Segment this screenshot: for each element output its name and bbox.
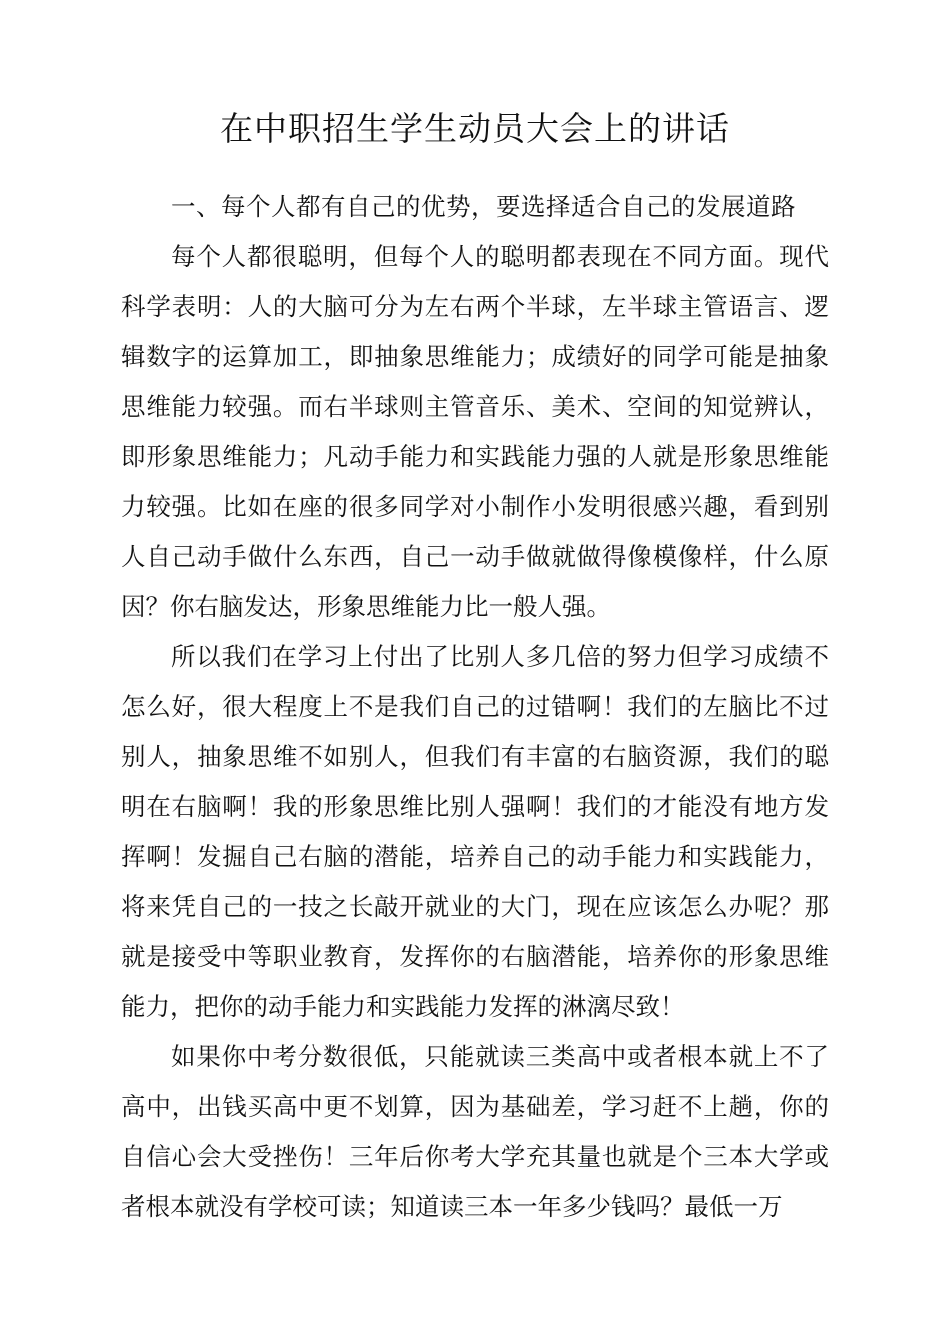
document-body bbox=[121, 182, 829, 1232]
paragraph-1: 每个人都很聪明，但每个人的聪明都表现在不同方面。现代科学表明：人的大脑可分为左右两个半球，左半球主管语言、逻辑数字的运算加工，即抽象思维能力；成绩好的同学可能是抽象思维能力较强。而右半球则主管音乐、美术、空间的知觉辨认，即形象思维能力；凡动手能力和实践能力强的人就是形象思维能力较强。比如在座的很多同学对小制作小发明很感兴趣，看到别人自己动手做什么东西，自己一动手做就做得像模像样，什么原因？你右脑发达，形象思维能力比一般人强。 bbox=[121, 242, 829, 621]
document-title: 在中职招生学生动员大会上的讲话 bbox=[220, 109, 730, 148]
section-heading: 一、每个人都有自己的优势，要选择适合自己的发展道路 bbox=[171, 192, 796, 221]
paragraph-3: 如果你中考分数很低，只能就读三类高中或者根本就上不了高中，出钱买高中更不划算，因为基础差，学习赶不上趟，你的自信心会大受挫伤！三年后你考大学充其量也就是个三本大学或者根本就没有学校可读；知道读三本一年多少钱吗？最低一万 bbox=[121, 1042, 829, 1221]
paragraph-2: 所以我们在学习上付出了比别人多几倍的努力但学习成绩不怎么好，很大程度上不是我们自己的过错啊！我们的左脑比不过别人，抽象思维不如别人，但我们有丰富的右脑资源，我们的聪明在右脑啊！我的形象思维比别人强啊！我们的才能没有地方发挥啊！发掘自己右脑的潜能，培养自己的动手能力和实践能力，将来凭自己的一技之长敲开就业的大门，现在应该怎么办呢？那就是接受中等职业教育，发挥你的右脑潜能，培养你的形象思维能力，把你的动手能力和实践能力发挥的淋漓尽致！ bbox=[121, 642, 829, 1021]
